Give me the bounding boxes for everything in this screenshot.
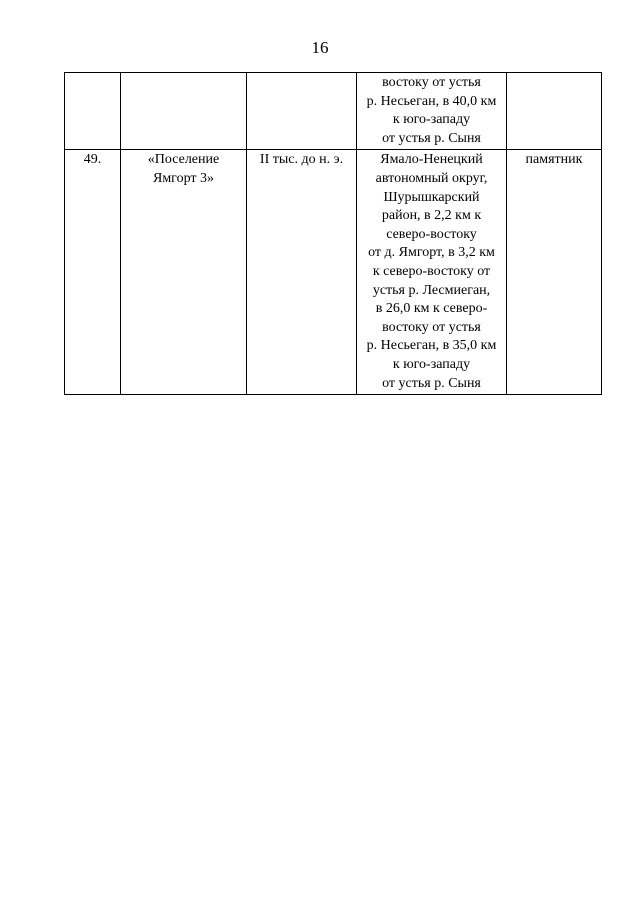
table-row (65, 150, 602, 395)
location-line: в 26,0 км к северо- (375, 301, 488, 317)
location-line: к юго-западу (392, 112, 471, 128)
location-line: востоку от устья (382, 75, 481, 90)
location-line: Ямало-Ненецкий (380, 152, 483, 168)
location-line: р. Несьеган, в 35,0 км (366, 338, 497, 354)
dating-cell (247, 73, 357, 150)
monument-type-cell (507, 73, 602, 150)
location-line: Шурышкарский (383, 189, 480, 205)
location-line: от д. Ямгорт, в 3,2 км (368, 245, 495, 261)
location-line: от устья р. Сыня (382, 375, 481, 391)
row-number-cell: 49. (65, 150, 121, 395)
location-line: район, в 2,2 км к (381, 208, 482, 224)
table-row (65, 73, 602, 150)
location-line: северо-востоку (386, 226, 477, 242)
monument-type-cell: памятник (507, 150, 602, 395)
page-number: 16 (311, 38, 329, 57)
monument-name-cell (121, 73, 247, 150)
monument-name-line: Ямгорт 3» (152, 170, 215, 186)
location-line: к северо-востоку от (372, 263, 491, 279)
row-number-cell (65, 73, 121, 150)
monument-name-line: «Поселение (147, 152, 220, 168)
dating-cell: II тыс. до н. э. (247, 150, 357, 395)
location-line: к юго-западу (392, 356, 471, 372)
location-line: востоку от устья (382, 319, 481, 335)
monument-name-cell (121, 150, 247, 395)
location-line: устья р. Лесмиеган, (372, 282, 491, 298)
monuments-table (64, 72, 602, 395)
location-cell (357, 150, 507, 395)
location-cell (357, 73, 507, 150)
location-line: от устья р. Сыня (382, 130, 481, 146)
location-line: автономный округ, (375, 170, 488, 186)
location-line: р. Несьеган, в 40,0 км (366, 93, 497, 109)
